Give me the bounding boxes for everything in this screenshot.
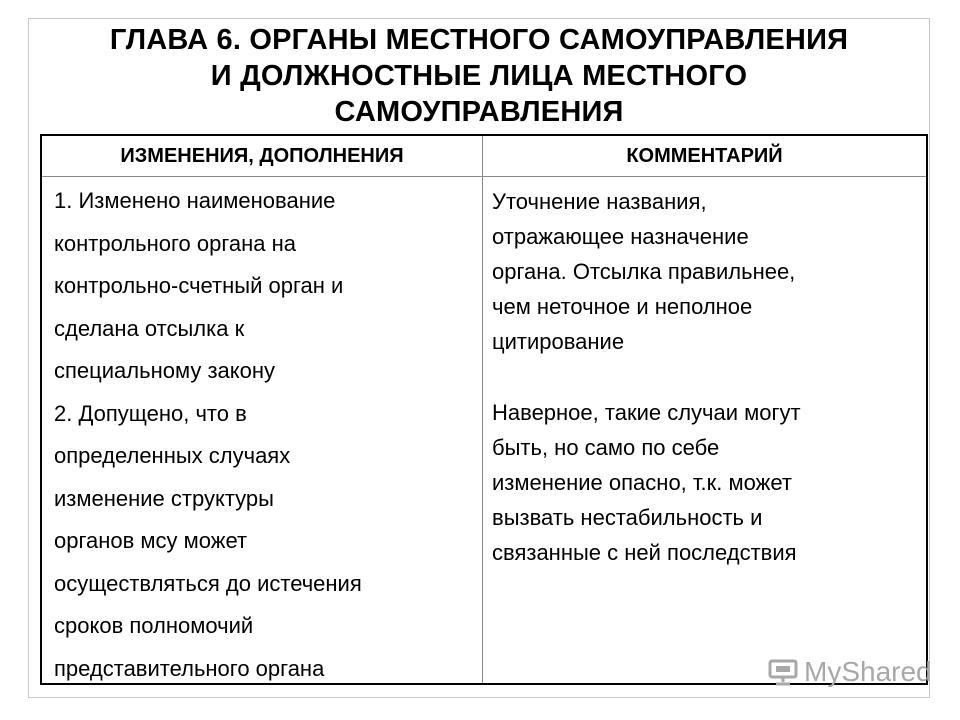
header-changes: ИЗМЕНЕНИЯ, ДОПОЛНЕНИЯ [120,144,404,167]
title-line-1: ГЛАВА 6. ОРГАНЫ МЕСТНОГО САМОУПРАВЛЕНИЯ [109,24,849,56]
title-line-3: САМОУПРАВЛЕНИЯ [334,96,624,128]
comment-line: цитирование [492,329,625,354]
changes-cell [54,180,474,690]
changes-line: органов мсу может [54,528,248,553]
changes-line: представительного органа [54,655,325,681]
comment-line: вызвать нестабильность и [492,505,763,530]
comment-line: связанные с ней последствия [492,540,797,565]
header-comment: КОММЕНТАРИЙ [626,144,783,167]
changes-line: определенных случаях [54,443,291,468]
comment-line: быть, но само по себе [492,435,720,460]
column-divider [482,136,483,683]
comment-line: Наверное, такие случаи могут [492,400,801,425]
slide-title [28,22,930,130]
table-header-row [42,136,926,177]
comparison-table [40,134,928,685]
comment-line: органа. Отсылка правильнее, [492,259,796,284]
changes-line: изменение структуры [54,485,274,511]
comment-line: изменение опасно, т.к. может [492,470,792,495]
changes-line: сроков полномочий [54,613,254,638]
comment-cell [492,184,917,570]
watermark [768,656,932,688]
comment-line: Уточнение названия, [492,189,707,214]
changes-line: осуществляться до истечения [54,570,362,596]
watermark-text: MyShared [804,656,932,687]
changes-line: контрольно-счетный орган и [54,273,344,298]
changes-line: специальному закону [54,358,276,383]
changes-line: 1. Изменено наименование [54,188,336,213]
changes-line: 2. Допущено, что в [54,400,247,426]
changes-line: контрольного органа на [54,230,297,256]
projector-icon [768,658,798,686]
changes-line: сделана отсылка к [54,315,245,341]
title-line-2: И ДОЛЖНОСТНЫЕ ЛИЦА МЕСТНОГО [210,60,748,92]
comment-line: отражающее назначение [492,224,749,249]
comment-gap [492,359,917,395]
comment-line: чем неточное и неполное [492,294,753,319]
